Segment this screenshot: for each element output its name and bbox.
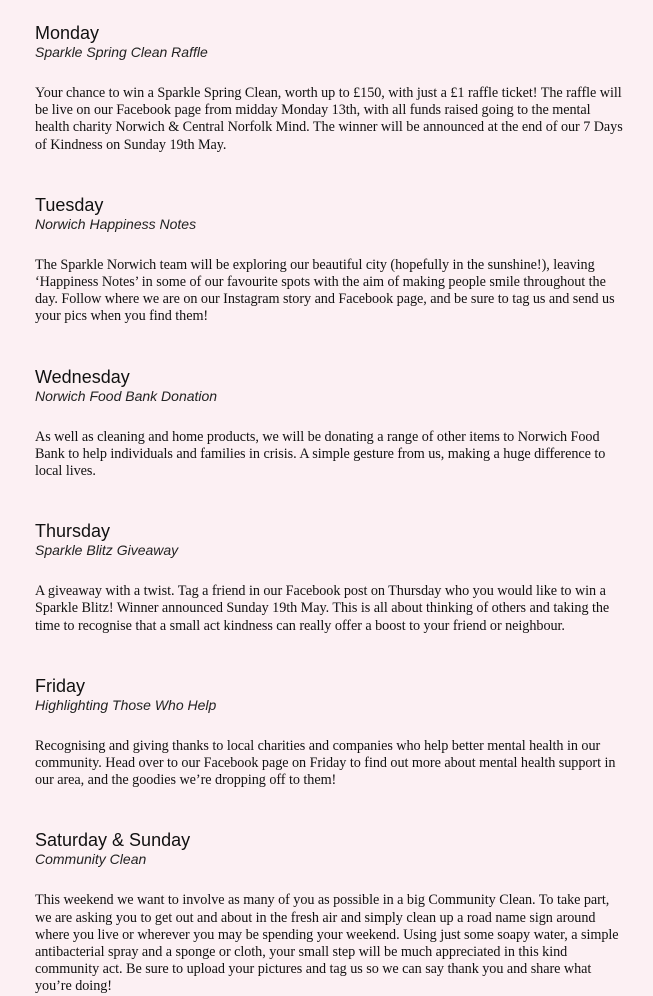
day-subtitle: Sparkle Spring Clean Raffle [35, 44, 208, 60]
day-subtitle: Community Clean [35, 851, 147, 868]
day-title: Tuesday [35, 194, 104, 215]
day-body: A giveaway with a twist. Tag a friend in our Facebook post on Thursday who you would like to win a Sparkle Blitz! Winner announced Sunday 19th May. This is all about thinking of others and taking the time to recognise that a small act kindness can really offer a boost to your friend or neighbour. [35, 583, 610, 634]
day-section-saturday-sunday [35, 829, 625, 995]
day-subtitle: Norwich Food Bank Donation [35, 387, 218, 404]
day-section-friday [35, 675, 625, 790]
day-body: The Sparkle Norwich team will be exploring our beautiful city (hopefully in the sunshine!), leaving ‘Happiness Notes’ in some of our favourite spots with the aim of making people smile throughout the day. Follow where we are on our Instagram story and Facebook page, and be sure to tag us and send us your pics when you find them! [35, 256, 615, 325]
day-section-thursday [35, 520, 625, 635]
day-section-tuesday [35, 194, 625, 326]
day-title: Friday [35, 675, 86, 696]
day-title: Wednesday [35, 366, 130, 387]
day-subtitle: Sparkle Blitz Giveaway [35, 542, 179, 559]
day-body: Your chance to win a Sparkle Spring Clean, worth up to £150, with just a £1 raffle ticket! The raffle will be live on our Facebook page from midday Monday 13th, with all funds raised going to the mental health charity Norwich & Central Norfolk Mind. The winner will be announced at the end of our 7 Days of Kindness on Sunday 19th May. [35, 85, 623, 153]
day-section-wednesday [35, 366, 625, 481]
day-subtitle: Norwich Happiness Notes [35, 215, 197, 232]
day-body: As well as cleaning and home products, we will be donating a range of other items to Norwich Food Bank to help individuals and families in crisis. A simple gesture from us, making a huge difference to local lives. [35, 428, 606, 480]
day-title: Saturday & Sunday [35, 830, 191, 851]
day-body: Recognising and giving thanks to local charities and companies who help better mental health in our community. Head over to our Facebook page on Friday to find out more about mental health support in our area, and the goodies we’re dropping off to them! [35, 737, 616, 789]
day-body: This weekend we want to involve as many of you as possible in a big Community Clean. To take part, we are asking you to get out and about in the fresh air and simply clean up a road name sign around where you live or wherever you may be spending your weekend. Using just some soapy water, a simple antibacterial spray and a sponge or cloth, your small step will be much appreciated in this kind community act. Be sure to upload your pictures and tag us so we can say thank you and share what you’re doing! [35, 892, 619, 995]
document-page [35, 22, 625, 996]
day-title: Monday [35, 23, 100, 43]
day-title: Thursday [35, 521, 111, 542]
day-section-monday [35, 22, 625, 154]
day-subtitle: Highlighting Those Who Help [35, 696, 217, 713]
